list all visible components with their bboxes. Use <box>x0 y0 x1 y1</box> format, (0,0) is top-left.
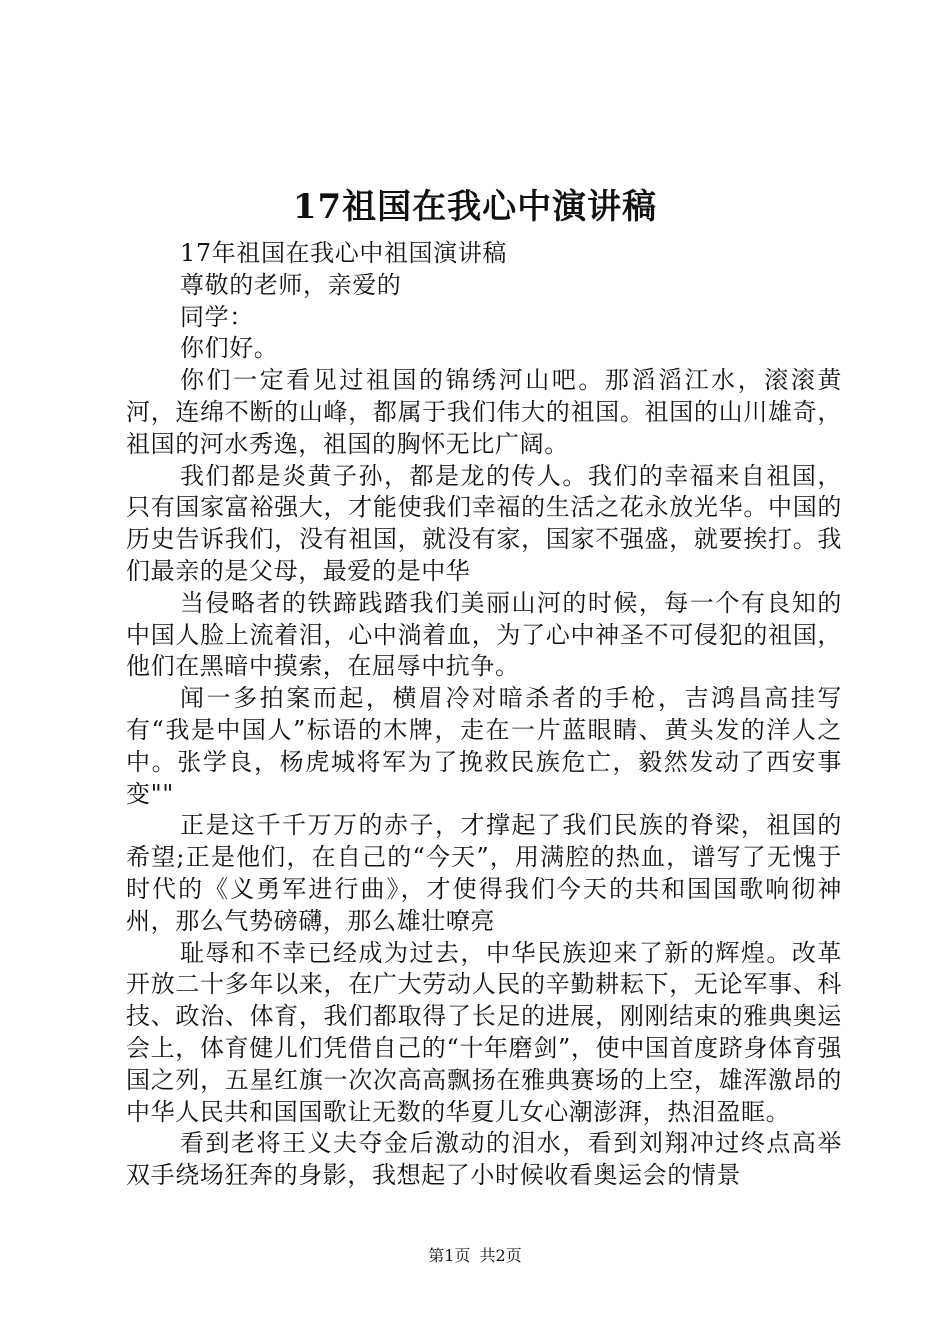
paragraph: 看到老将王义夫夺金后激动的泪水，看到刘翔冲过终点高举双手绕场狂奔的身影，我想起了小时候收看奥运会的情景 <box>126 1129 842 1190</box>
page-number: 第1页 <box>428 1246 471 1265</box>
document-title: 17祖国在我心中演讲稿 <box>292 187 658 227</box>
paragraph: 当侵略者的铁蹄践踏我们美丽山河的时候，每一个有良知的中国人脸上流着泪，心中淌着血，为了心中神圣不可侵犯的祖国，他们在黑暗中摸索，在屈辱中抗争。 <box>126 588 842 681</box>
page-footer <box>0 1245 950 1267</box>
paragraph: 你们一定看见过祖国的锦绣河山吧。那滔滔江水，滚滚黄河，连绵不断的山峰，都属于我们伟大的祖国。祖国的山川雄奇，祖国的河水秀逸，祖国的胸怀无比广阔。 <box>126 366 842 458</box>
paragraph: 你们好。 <box>180 334 279 363</box>
paragraph: 正是这千千万万的赤子，才撑起了我们民族的脊梁，祖国的希望;正是他们，在自己的“今天”，用满腔的热血，谱写了无愧于时代的《义勇军进行曲》，才使得我们今天的共和国国歌响彻神州，那么气势磅礴，那么雄壮嘹亮 <box>126 811 842 935</box>
paragraph: 我们都是炎黄子孙，都是龙的传人。我们的幸福来自祖国，只有国家富裕强大，才能使我们幸福的生活之花永放光华。中国的历史告诉我们，没有祖国，就没有家，国家不强盛，就要挨打。我们最亲的是父母，最爱的是中华 <box>126 461 842 585</box>
paragraph: 同学： <box>180 302 254 331</box>
page-total: 共2页 <box>479 1246 522 1265</box>
paragraph: 尊敬的老师，亲爱的 <box>180 270 402 299</box>
paragraph: 耻辱和不幸已经成为过去，中华民族迎来了新的辉煌。改革开放二十多年以来，在广大劳动人民的辛勤耕耘下，无论军事、科技、政治、体育，我们都取得了长足的进展，刚刚结束的雅典奥运会上，体育健儿们凭借自己的“十年磨剑”，使中国首度跻身体育强国之列，五星红旗一次次高高飘扬在雅典赛场的上空，雄浑激昂的中华人民共和国国歌让无数的华夏儿女心潮澎湃，热泪盈眶。 <box>126 938 842 1126</box>
paragraph: 闻一多拍案而起，横眉冷对暗杀者的手枪，吉鸿昌高挂写有“我是中国人”标语的木牌，走在一片蓝眼睛、黄头发的洋人之中。张学良，杨虎城将军为了挽救民族危亡，毅然发动了西安事变"" <box>126 684 842 808</box>
paragraph: 17年祖国在我心中祖国演讲稿 <box>180 239 507 267</box>
document-body <box>126 238 842 1192</box>
